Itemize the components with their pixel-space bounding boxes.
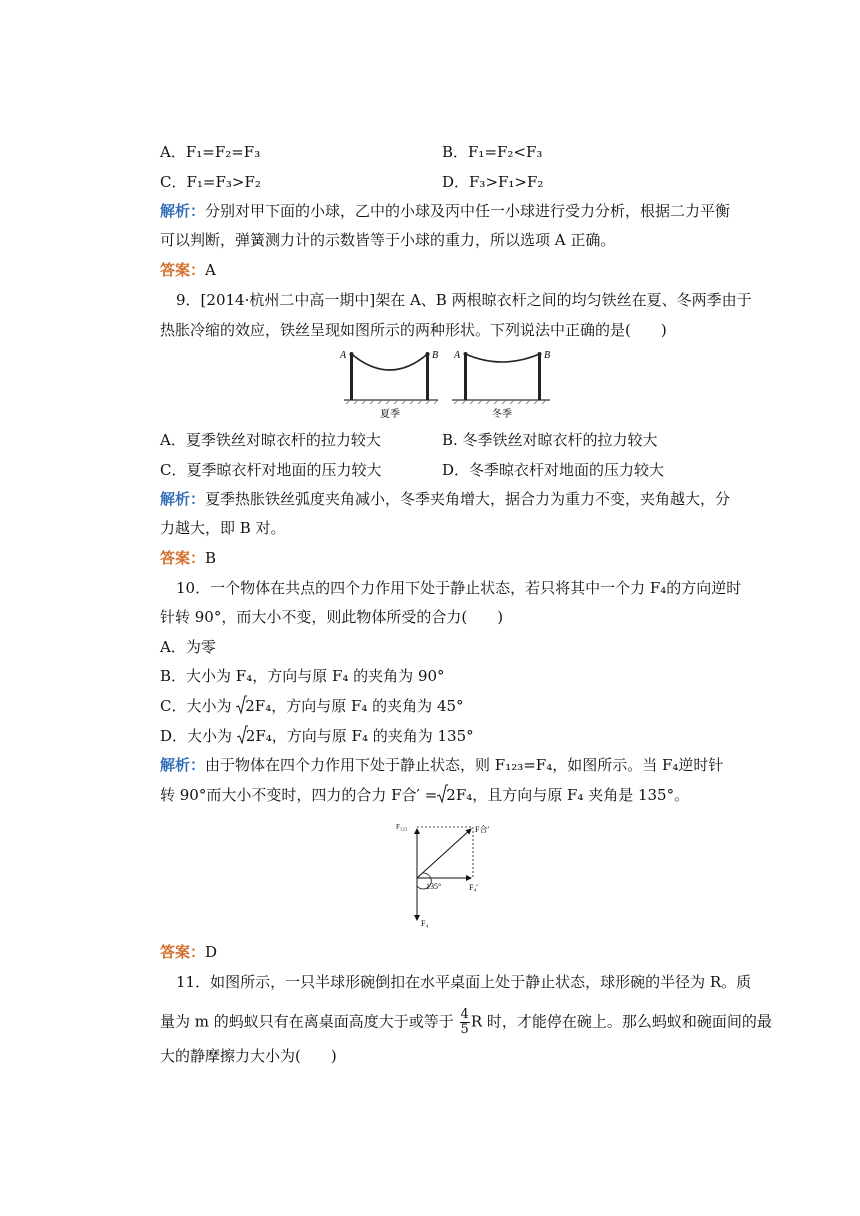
label-b: B: [432, 350, 439, 361]
angle-label: 135°: [426, 882, 442, 891]
q9-analysis-line-1: [160, 489, 730, 509]
label-a: A: [340, 350, 347, 361]
q10-stem-line-2: 针转 90°，而大小不变，则此物体所受的合力( ): [160, 608, 504, 626]
stem-text: R 时，才能停在碗上。那么蚂蚁和碗面间的最: [470, 1012, 772, 1031]
q9-stem-line-2: 热胀冷缩的效应，铁丝呈现如图所示的两种形状。下列说法中正确的是( ): [160, 321, 667, 339]
sqrt-sign: [236, 697, 245, 715]
q11-stem-line-1: 11．如图所示，一只半球形碗倒扣在水平桌面上处于静止状态，球形碗的半径为 R。质: [176, 973, 752, 991]
analysis-label: 解析：: [160, 202, 206, 220]
q10-analysis-line-2: [160, 785, 689, 805]
q9-stem-line-1: 9．[2014·杭州二中高一期中]架在 A、B 两根晾衣杆之间的均匀铁丝在夏、冬两季由于: [176, 291, 752, 309]
fhe-label: F合′: [475, 825, 490, 834]
winter-diagram: [452, 350, 550, 420]
q11-stem-line-2: [160, 1008, 772, 1037]
analysis-text: 夏季热胀铁丝弧度夹角减小，冬季夹角增大，据合力为重力不变，夹角越大，分: [205, 490, 731, 508]
sqrt-sign: [237, 727, 246, 745]
q9-option-b: B. 冬季铁丝对晾衣杆的拉力较大: [442, 431, 658, 449]
q10-analysis-line-1: [160, 755, 723, 775]
summer-caption: 夏季: [380, 409, 400, 420]
f4-prime-label: F₄′: [469, 883, 478, 892]
q11-stem-line-3: 大的静摩擦力大小为( ): [160, 1047, 337, 1065]
q10-option-a: A．为零: [160, 638, 216, 656]
force-diagram: [392, 815, 502, 931]
analysis-text: 2F₄，且方向与原 F₄ 夹角是 135°。: [446, 786, 690, 804]
analysis-label: 解析：: [160, 490, 206, 508]
summer-diagram: [339, 350, 438, 420]
q8-answer: [160, 260, 216, 280]
q9-option-d: D．冬季晾衣杆对地面的压力较大: [442, 461, 665, 479]
fraction-denominator: 5: [460, 1022, 469, 1037]
sqrt-sign: [437, 786, 446, 804]
q9-option-c: C．夏季晾衣杆对地面的压力较大: [160, 461, 382, 479]
winter-caption: 冬季: [492, 409, 512, 420]
analysis-text: 由于物体在四个力作用下处于静止状态，则 F₁₂₃=F₄，如图所示。当 F₄逆时针: [205, 756, 724, 774]
option-c-prefix: C．大小为: [160, 697, 237, 715]
q10-option-d: [160, 726, 474, 746]
q9-analysis-line-2: 力越大，即 B 对。: [160, 519, 286, 537]
answer-label: 答案：: [160, 549, 206, 567]
fraction-four-fifths: [460, 1008, 470, 1037]
q10-stem-line-1: 10．一个物体在共点的四个力作用下处于静止状态，若只将其中一个力 F₄的方向逆时: [176, 579, 742, 597]
f4-label: F₄: [421, 919, 429, 928]
label-b: B: [544, 350, 551, 361]
f123-label: F₁₂₃: [396, 823, 408, 831]
resultant-arrow: [417, 829, 471, 878]
answer-label: 答案：: [160, 261, 206, 279]
q9-answer: [160, 548, 216, 568]
answer-value: A: [205, 261, 216, 279]
q10-option-b: B．大小为 F₄，方向与原 F₄ 的夹角为 90°: [160, 667, 445, 685]
fraction-numerator: 4: [460, 1007, 469, 1022]
q8-option-d: D．F₃>F₁>F₂: [442, 173, 544, 191]
analysis-text: 分别对甲下面的小球，乙中的小球及丙中任一小球进行受力分析，根据二力平衡: [205, 202, 731, 220]
q9-option-a: A．夏季铁丝对晾衣杆的拉力较大: [160, 431, 381, 449]
answer-label: 答案：: [160, 943, 206, 961]
q8-analysis-line-2: 可以判断，弹簧测力计的示数皆等于小球的重力，所以选项 A 正确。: [160, 231, 616, 249]
q8-option-a: A．F₁=F₂=F₃: [160, 143, 261, 161]
answer-value: B: [205, 549, 217, 567]
option-d-prefix: D．大小为: [160, 727, 237, 745]
q8-option-b: B．F₁=F₂<F₃: [442, 143, 543, 161]
q8-option-c: C．F₁=F₃>F₂: [160, 173, 261, 191]
analysis-label: 解析：: [160, 756, 206, 774]
label-a: A: [454, 350, 461, 361]
answer-value: D: [205, 943, 218, 961]
option-c-suffix: 2F₄，方向与原 F₄ 的夹角为 45°: [245, 697, 464, 715]
q8-analysis-line-1: [160, 201, 730, 221]
q10-answer: [160, 942, 217, 962]
q10-option-c: [160, 696, 464, 716]
clothesline-figure: [338, 344, 558, 420]
analysis-text: 转 90°而大小不变时，四力的合力 F合′ =: [160, 786, 438, 804]
stem-text: 量为 m 的蚂蚁只有在离桌面高度大于或等于: [160, 1012, 459, 1031]
option-d-suffix: 2F₄，方向与原 F₄ 的夹角为 135°: [245, 727, 474, 745]
